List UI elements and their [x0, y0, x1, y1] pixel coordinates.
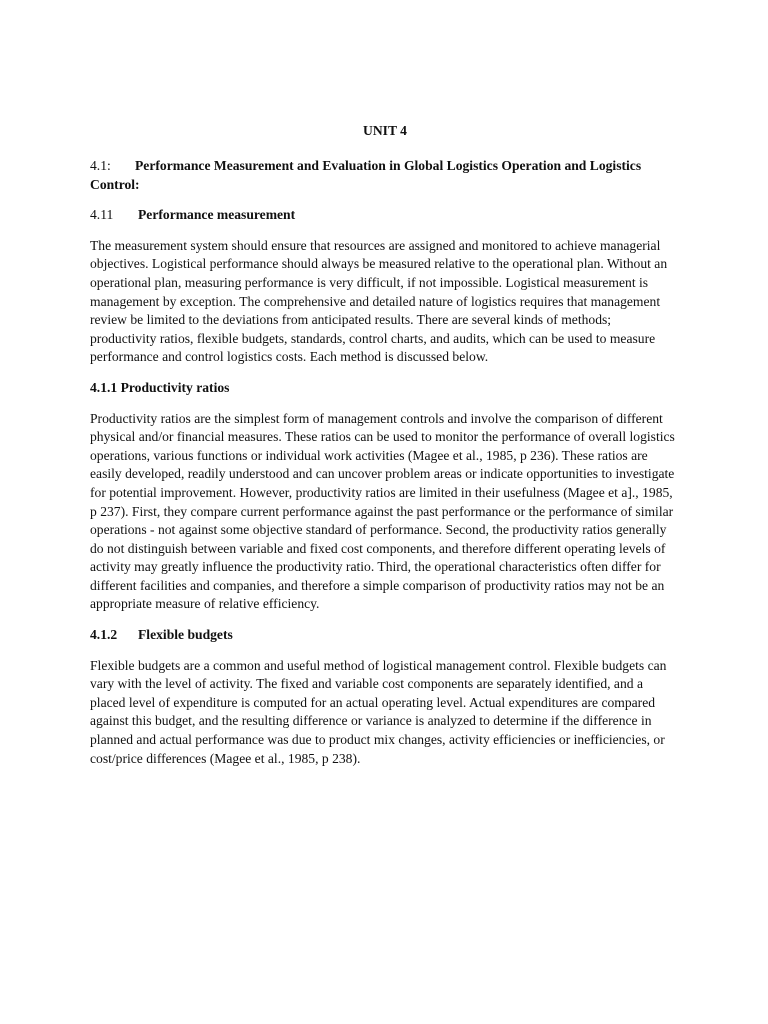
section-4-1-heading — [90, 157, 680, 194]
section-4-1-1-paragraph: Productivity ratios are the simplest form of management controls and involve the comparison of different physical and/or financial measures. These ratios can be used to monitor the performance of overall logistics operations, various functions or individual work activities (Magee et al., 1985, p 236). These ratios are easily developed, readily understood and can uncover problem areas or indicate opportunities to investigate for potential improvement. However, productivity ratios are limited in their usefulness (Magee et a]., 1985, p 237). First, they compare current performance against the past performance or the performance of similar operations - not against some objective standard of performance. Second, the productivity ratios generally do not distinguish between variable and fixed cost components, and therefore different operating levels of activity may greatly influence the productivity ratio. Third, the operational characteristics often differ for different facilities and companies, and therefore a simple comparison of productivity ratios may not be an appropriate measure of relative efficiency. — [90, 410, 675, 612]
section-4-1-1-heading — [90, 379, 680, 398]
section-4-11-paragraph: The measurement system should ensure that resources are assigned and monitored to achieve managerial objectives. Logistical performance should always be measured relative to the operational plan. Without an operational plan, measuring performance is very difficult, if not impossible. Logistical measurement is management by exception. The comprehensive and detailed nature of logistics requires that management review be limited to the deviations from anticipated results. There are several kinds of methods; productivity ratios, flexible budgets, standards, control charts, and audits, which can be used to measure performance and control logistics costs. Each method is discussed below. — [90, 237, 668, 365]
section-4-11-title: Performance measurement — [138, 207, 296, 223]
section-4-1-number: 4.1: — [90, 158, 111, 173]
section-4-1-2-paragraph: Flexible budgets are a common and useful method of logistical management control. Flexible budgets can vary with the level of activity. The fixed and variable cost components are separately identified, and a placed level of expenditure is computed for an actual operating level. Actual expenditures are compared against this budget, and the resulting difference or variance is analyzed to determine if the difference in planned and actual performance was due to product mix changes, activity efficiencies or inefficiencies, or cost/price differences (Magee et al., 1985, p 238). — [90, 657, 667, 766]
unit-title: UNIT 4 — [363, 123, 407, 138]
section-4-1-title: Performance Measurement and Evaluation in Global Logistics Operation and Logistics Control: — [90, 158, 642, 192]
section-4-1-2-title: Flexible budgets — [138, 627, 233, 643]
section-4-1-2-number: 4.1.2 — [90, 627, 118, 643]
section-4-1-2-heading — [90, 626, 680, 645]
section-4-11-heading — [90, 206, 680, 225]
section-4-11-number: 4.11 — [90, 207, 114, 223]
document-page — [90, 118, 680, 780]
section-4-1-1-title: 4.1.1 Productivity ratios — [90, 379, 230, 395]
